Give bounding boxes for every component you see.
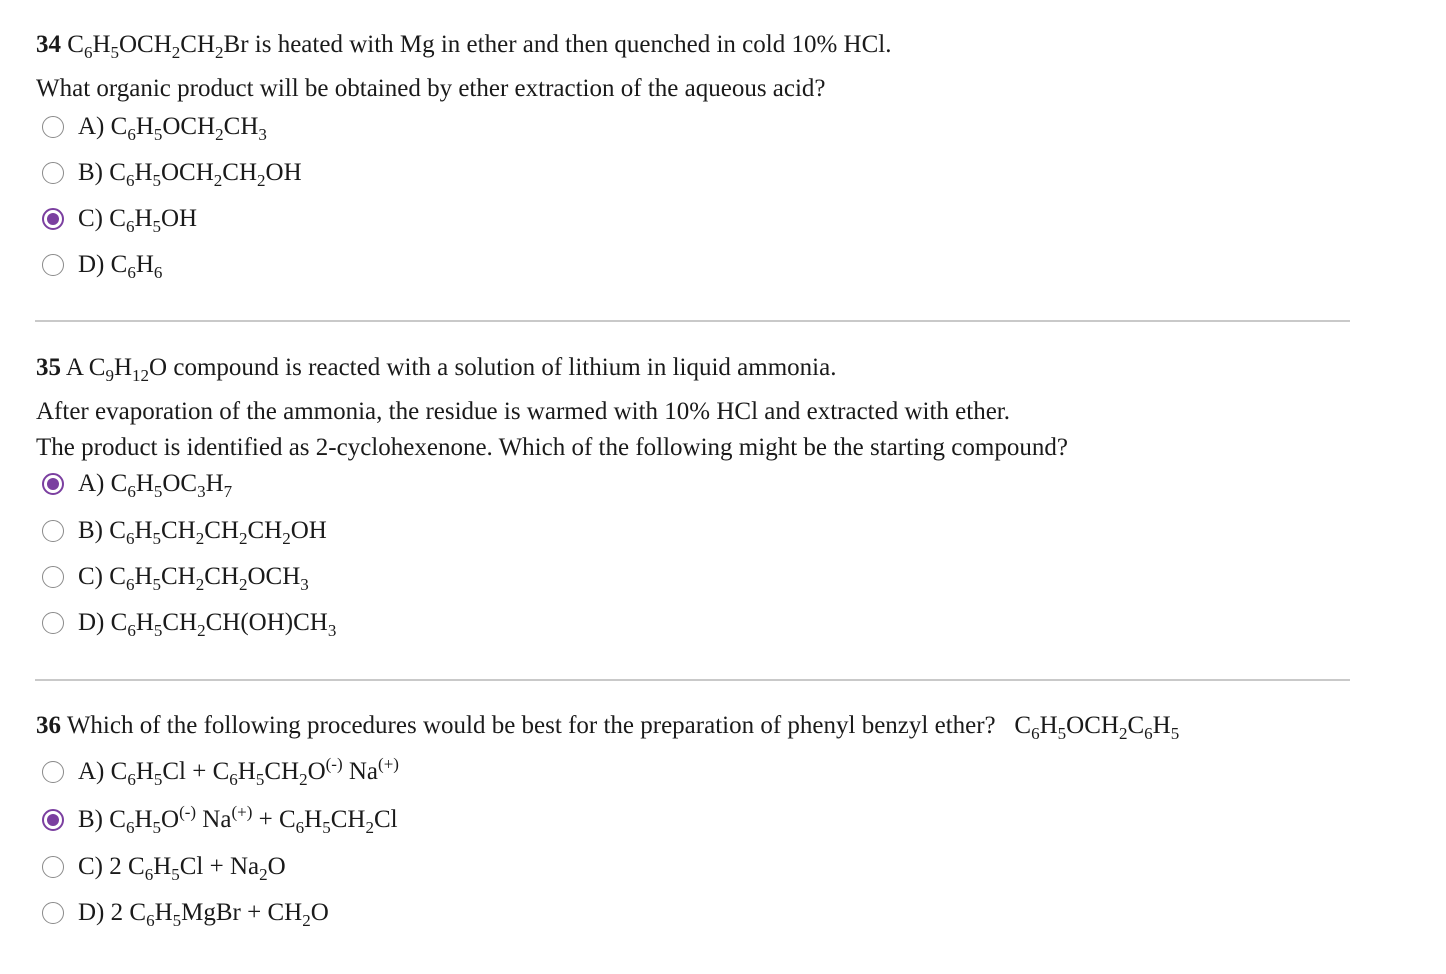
- answer-label: D) 2 $C_6H_5MgBr + CH_2O$: [78, 899, 329, 930]
- answer-option-b[interactable]: [42, 802, 398, 837]
- answer-option-d[interactable]: [42, 608, 336, 638]
- radio-button[interactable]: [42, 612, 64, 634]
- question-divider: [35, 320, 1350, 322]
- question-text-line: [36, 31, 892, 62]
- answer-option-a[interactable]: [42, 469, 232, 499]
- question-text: What organic product will be obtained by ether extraction of the aqueous acid?: [36, 75, 826, 102]
- answer-label: A) $C_6H_5OC_3H_7$: [78, 470, 233, 501]
- radio-button[interactable]: [42, 254, 64, 276]
- question-text: The product is identified as 2-cyclohexenone. Which of the following might be the starting compound?: [36, 434, 1068, 461]
- answer-label: A) $C_6H_5Cl + C_6H_5CH_2O^{(-)}$ Na(+): [78, 754, 399, 789]
- question-text-line: [36, 399, 1010, 424]
- radio-button[interactable]: [42, 162, 64, 184]
- radio-button[interactable]: [42, 208, 64, 230]
- answer-label: C) $C_6H_5OH$: [78, 205, 198, 236]
- answer-label: C) $C_6H_5CH_2CH_2OCH_3$: [78, 563, 309, 594]
- question-text-line: [36, 712, 1180, 743]
- answer-option-d[interactable]: [42, 898, 329, 928]
- question-text: $C_6H_5OCH_2CH_2Br$ is heated with Mg in ether and then quenched in cold 10% HCl.: [67, 31, 892, 62]
- answer-option-c[interactable]: [42, 204, 197, 234]
- question-text: After evaporation of the ammonia, the residue is warmed with 10% HCl and extracted with ether.: [36, 398, 1010, 425]
- question-text-line: [36, 435, 1068, 460]
- answer-label: D) $C_6H_6$: [78, 251, 163, 282]
- answer-option-a[interactable]: [42, 754, 399, 789]
- question-divider: [35, 679, 1350, 681]
- answer-option-b[interactable]: [42, 516, 327, 546]
- question-number: 36: [36, 712, 61, 739]
- radio-button[interactable]: [42, 520, 64, 542]
- answer-label: D) $C_6H_5CH_2CH(OH)CH_3$: [78, 609, 337, 640]
- question-text-line: [36, 76, 826, 101]
- answer-option-b[interactable]: [42, 158, 302, 188]
- answer-option-c[interactable]: [42, 852, 286, 882]
- radio-button[interactable]: [42, 856, 64, 878]
- answer-label: C) 2 $C_6H_5Cl + Na_2O$: [78, 853, 286, 884]
- answer-option-a[interactable]: [42, 112, 267, 142]
- question-text: Which of the following procedures would be best for the preparation of phenyl benzyl ether? $C_6H_5OCH_2C_6H_5$: [66, 712, 1180, 743]
- answer-label: B) $C_6H_5O^{(-)}$ $Na^{(+)} + C_6H_5CH_2Cl$: [78, 802, 398, 837]
- answer-option-c[interactable]: [42, 562, 309, 592]
- question-number: 34: [36, 31, 61, 58]
- radio-button[interactable]: [42, 902, 64, 924]
- question-text-line: [36, 354, 837, 385]
- radio-button[interactable]: [42, 761, 64, 783]
- radio-button[interactable]: [42, 566, 64, 588]
- answer-option-d[interactable]: [42, 250, 162, 280]
- question-number: 35: [36, 354, 61, 381]
- radio-button[interactable]: [42, 473, 64, 495]
- radio-button[interactable]: [42, 809, 64, 831]
- question-text: A $C_9H_{12}O$ compound is reacted with a solution of lithium in liquid ammonia.: [65, 354, 837, 385]
- answer-label: B) $C_6H_5OCH_2CH_2OH$: [78, 159, 302, 190]
- answer-label: B) $C_6H_5CH_2CH_2CH_2OH$: [78, 517, 327, 548]
- radio-button[interactable]: [42, 116, 64, 138]
- answer-label: A) $C_6H_5OCH_2CH_3$: [78, 113, 267, 144]
